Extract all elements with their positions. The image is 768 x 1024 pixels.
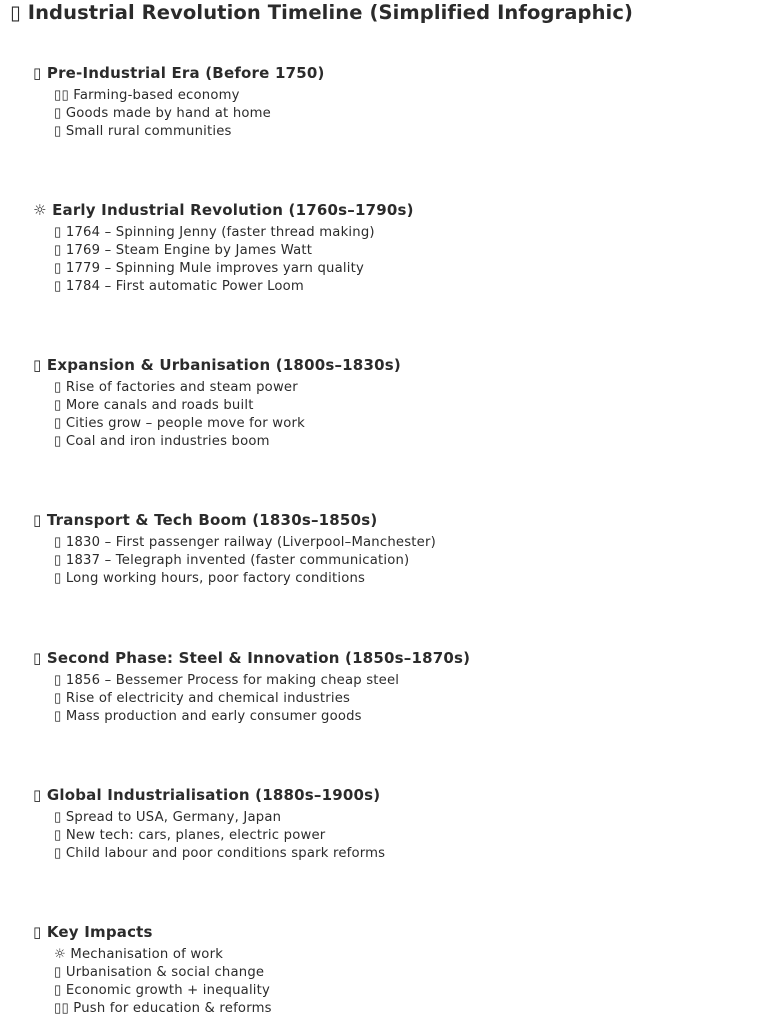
list-item: ▯ 1764 – Spinning Jenny (faster thread making) (54, 225, 375, 240)
section-heading: ▯ Global Industrialisation (1880s–1900s) (33, 786, 381, 804)
section-global-industrialisation (33, 785, 753, 863)
section-transport-tech-boom (33, 510, 753, 588)
list-item: ▯ Spread to USA, Germany, Japan (54, 810, 282, 825)
item-list (33, 672, 753, 726)
list-item: ▯ 1856 – Bessemer Process for making cheap steel (54, 673, 400, 688)
item-list (33, 946, 753, 1018)
section-heading: ☼ Early Industrial Revolution (1760s–1790s) (33, 201, 414, 219)
list-item: ▯ 1784 – First automatic Power Loom (54, 279, 304, 294)
list-item: ▯ Small rural communities (54, 124, 232, 139)
section-heading: ▯ Second Phase: Steel & Innovation (1850s–1870s) (33, 649, 471, 667)
item-list (33, 87, 753, 141)
list-item: ▯ Cities grow – people move for work (54, 416, 306, 431)
section-heading: ▯ Expansion & Urbanisation (1800s–1830s) (33, 356, 401, 374)
list-item: ▯ Rise of factories and steam power (54, 380, 298, 395)
section-heading: ▯ Pre-Industrial Era (Before 1750) (33, 64, 325, 82)
list-item: ▯ Coal and iron industries boom (54, 434, 270, 449)
list-item: ▯▯ Farming-based economy (54, 88, 240, 103)
list-item: ▯ Urbanisation & social change (54, 965, 265, 980)
list-item: ▯ Child labour and poor conditions spark reforms (54, 846, 386, 861)
item-list (33, 809, 753, 863)
page-title: ▯ Industrial Revolution Timeline (Simplified Infographic) (10, 1, 634, 24)
item-list (33, 534, 753, 588)
list-item: ▯ Goods made by hand at home (54, 106, 271, 121)
item-list (33, 224, 753, 296)
list-item: ▯ 1779 – Spinning Mule improves yarn quality (54, 261, 364, 276)
list-item: ▯ 1769 – Steam Engine by James Watt (54, 243, 313, 258)
section-expansion-urbanisation (33, 355, 753, 451)
list-item: ▯ Mass production and early consumer goods (54, 709, 362, 724)
list-item: ▯ Long working hours, poor factory conditions (54, 571, 366, 586)
item-list (33, 379, 753, 451)
list-item: ▯ Economic growth + inequality (54, 983, 271, 998)
section-early-industrial-revolution (33, 200, 753, 296)
section-heading: ▯ Transport & Tech Boom (1830s–1850s) (33, 511, 378, 529)
list-item: ▯▯ Push for education & reforms (54, 1001, 272, 1016)
list-item: ▯ 1830 – First passenger railway (Liverpool–Manchester) (54, 535, 436, 550)
list-item: ☼ Mechanisation of work (54, 947, 224, 962)
section-second-phase (33, 648, 753, 726)
section-heading: ▯ Key Impacts (33, 923, 153, 941)
list-item: ▯ Rise of electricity and chemical industries (54, 691, 351, 706)
list-item: ▯ More canals and roads built (54, 398, 254, 413)
section-pre-industrial-era (33, 63, 753, 141)
list-item: ▯ New tech: cars, planes, electric power (54, 828, 326, 843)
list-item: ▯ 1837 – Telegraph invented (faster communication) (54, 553, 410, 568)
section-key-impacts (33, 922, 753, 1018)
